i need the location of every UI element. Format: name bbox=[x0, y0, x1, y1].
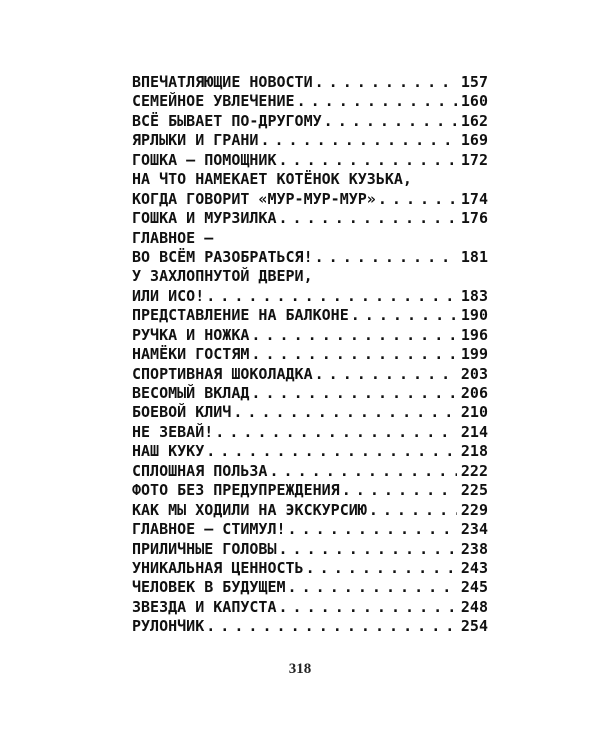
toc-entry-title: РУЛОНЧИК bbox=[132, 617, 205, 636]
toc-entry-page: 169 bbox=[460, 131, 488, 150]
toc-entry-title: НАШ КУКУ bbox=[132, 442, 205, 461]
toc-entry bbox=[132, 384, 488, 403]
toc-entry bbox=[132, 365, 488, 384]
toc-entry bbox=[132, 617, 488, 636]
toc-entry-page: 248 bbox=[460, 597, 488, 616]
toc-entry bbox=[132, 190, 488, 209]
toc-dot-leader bbox=[251, 326, 457, 345]
toc-entry-page: 222 bbox=[460, 461, 488, 480]
toc-dot-leader bbox=[279, 598, 457, 617]
toc-entry-title: ЯРЛЫКИ И ГРАНИ bbox=[132, 131, 259, 150]
toc-dot-leader bbox=[342, 481, 457, 500]
toc-entry-page: 243 bbox=[460, 558, 488, 577]
toc-entry-page: 254 bbox=[460, 617, 488, 636]
toc-dot-leader bbox=[288, 520, 457, 539]
toc-dot-leader bbox=[260, 131, 456, 150]
toc-entry-title: У ЗАХЛОПНУТОЙ ДВЕРИ, bbox=[132, 267, 313, 286]
toc-entry-title: ГОШКА И МУРЗИЛКА bbox=[132, 209, 277, 228]
toc-entry-page: 199 bbox=[460, 345, 488, 364]
toc-dot-leader bbox=[279, 540, 457, 559]
toc-dot-leader bbox=[306, 559, 457, 578]
toc-entry-page: 206 bbox=[460, 384, 488, 402]
toc-entry-title: НЕ ЗЕВАЙ! bbox=[132, 422, 214, 441]
toc-entry-title: ГЛАВНОЕ — СТИМУЛ! bbox=[132, 520, 286, 539]
toc-entry-page: 225 bbox=[460, 481, 488, 500]
toc-entry bbox=[132, 403, 488, 422]
toc-entry-title: ГЛАВНОЕ — bbox=[132, 228, 214, 247]
toc-entry-title: КАК МЫ ХОДИЛИ НА ЭКСКУРСИЮ bbox=[132, 500, 367, 519]
toc-entry-title: ПРЕДСТАВЛЕНИЕ НА БАЛКОНЕ bbox=[132, 306, 349, 325]
toc-entry bbox=[132, 442, 488, 461]
toc-entry bbox=[132, 73, 488, 92]
toc-entry-page: 190 bbox=[460, 306, 488, 325]
toc-entry bbox=[132, 540, 488, 559]
toc-entry-page: 234 bbox=[460, 520, 488, 539]
toc-entry bbox=[132, 345, 488, 364]
toc-entry bbox=[132, 326, 488, 345]
toc-entry-page: 214 bbox=[460, 422, 488, 441]
toc-entry-title: НАМЁКИ ГОСТЯМ bbox=[132, 345, 250, 364]
toc-dot-leader bbox=[324, 112, 457, 131]
toc-dot-leader bbox=[233, 403, 457, 422]
toc-entry-page: 176 bbox=[460, 209, 488, 228]
toc-dot-leader bbox=[279, 209, 457, 228]
toc-entry-title: ГОШКА — ПОМОЩНИК bbox=[132, 150, 277, 169]
toc-entry bbox=[132, 559, 488, 578]
toc-entry bbox=[132, 578, 488, 597]
toc-entry-title: ВСЁ БЫВАЕТ ПО-ДРУГОМУ bbox=[132, 111, 322, 130]
toc-entry-title: ВПЕЧАТЛЯЮЩИЕ НОВОСТИ bbox=[132, 73, 313, 91]
toc-entry-title: БОЕВОЙ КЛИЧ bbox=[132, 403, 232, 422]
toc-entry-title: СПЛОШНАЯ ПОЛЬЗА bbox=[132, 461, 268, 480]
toc-dot-leader bbox=[279, 151, 457, 170]
toc-entry-continuation bbox=[132, 229, 488, 248]
toc-entry bbox=[132, 481, 488, 500]
toc-dot-leader bbox=[215, 423, 457, 442]
toc-entry-title: ИЛИ ИСО! bbox=[132, 286, 205, 305]
page-number: 318 bbox=[288, 661, 312, 677]
toc-entry-page: 218 bbox=[460, 442, 488, 461]
toc-entry bbox=[132, 598, 488, 617]
toc-entry-page: 157 bbox=[460, 73, 488, 91]
toc-entry bbox=[132, 501, 488, 520]
toc-entry-title: ЧЕЛОВЕК В БУДУЩЕМ bbox=[132, 578, 286, 597]
toc-dot-leader bbox=[315, 73, 457, 92]
toc-dot-leader bbox=[351, 306, 457, 325]
toc-entry bbox=[132, 423, 488, 442]
toc-dot-leader bbox=[206, 442, 457, 461]
toc-entry-title: ЗВЕЗДА И КАПУСТА bbox=[132, 597, 277, 616]
toc-entry-title: КОГДА ГОВОРИТ «МУР-МУР-МУР» bbox=[132, 189, 376, 208]
toc-entry-page: 172 bbox=[460, 150, 488, 169]
toc-entry-page: 174 bbox=[460, 189, 488, 208]
toc-entry-title: НА ЧТО НАМЕКАЕТ КОТЁНОК КУЗЬКА, bbox=[132, 170, 412, 189]
toc-entry-title: СЕМЕЙНОЕ УВЛЕЧЕНИЕ bbox=[132, 92, 295, 111]
toc-entry bbox=[132, 520, 488, 539]
toc-entry-continuation bbox=[132, 170, 488, 189]
toc-dot-leader bbox=[378, 190, 457, 209]
toc-dot-leader bbox=[206, 617, 457, 636]
toc-entry-page: 160 bbox=[460, 92, 488, 111]
toc-dot-leader bbox=[297, 92, 457, 111]
toc-entry-title: УНИКАЛЬНАЯ ЦЕННОСТЬ bbox=[132, 558, 304, 577]
toc-dot-leader bbox=[251, 345, 457, 364]
toc-entry bbox=[132, 112, 488, 131]
toc-dot-leader bbox=[251, 384, 457, 403]
toc-dot-leader bbox=[288, 578, 457, 597]
toc-entry-page: 183 bbox=[460, 286, 488, 305]
toc-entry bbox=[132, 462, 488, 481]
toc-entry-title: ВО ВСЁМ РАЗОБРАТЬСЯ! bbox=[132, 247, 313, 266]
toc-entry-continuation bbox=[132, 267, 488, 286]
toc-entry-title: СПОРТИВНАЯ ШОКОЛАДКА bbox=[132, 364, 313, 383]
toc-entry bbox=[132, 287, 488, 306]
toc-entry bbox=[132, 131, 488, 150]
toc-entry bbox=[132, 306, 488, 325]
toc-entry-title: ВЕСОМЫЙ ВКЛАД bbox=[132, 384, 250, 402]
toc-entry-page: 181 bbox=[460, 247, 488, 266]
toc-entry-title: ПРИЛИЧНЫЕ ГОЛОВЫ bbox=[132, 539, 277, 558]
table-of-contents bbox=[132, 73, 488, 637]
toc-entry-page: 245 bbox=[460, 578, 488, 597]
toc-entry-page: 210 bbox=[460, 403, 488, 422]
toc-entry-title: РУЧКА И НОЖКА bbox=[132, 325, 250, 344]
toc-entry-page: 196 bbox=[460, 325, 488, 344]
toc-dot-leader bbox=[315, 248, 457, 267]
toc-entry bbox=[132, 92, 488, 111]
toc-entry bbox=[132, 151, 488, 170]
toc-entry-page: 162 bbox=[460, 111, 488, 130]
toc-entry bbox=[132, 209, 488, 228]
toc-entry-page: 238 bbox=[460, 539, 488, 558]
toc-dot-leader bbox=[369, 501, 457, 520]
toc-dot-leader bbox=[206, 287, 457, 306]
toc-dot-leader bbox=[269, 462, 456, 481]
toc-entry bbox=[132, 248, 488, 267]
toc-entry-title: ФОТО БЕЗ ПРЕДУПРЕЖДЕНИЯ bbox=[132, 481, 340, 500]
toc-dot-leader bbox=[315, 365, 457, 384]
toc-entry-page: 203 bbox=[460, 364, 488, 383]
toc-entry-page: 229 bbox=[460, 500, 488, 519]
